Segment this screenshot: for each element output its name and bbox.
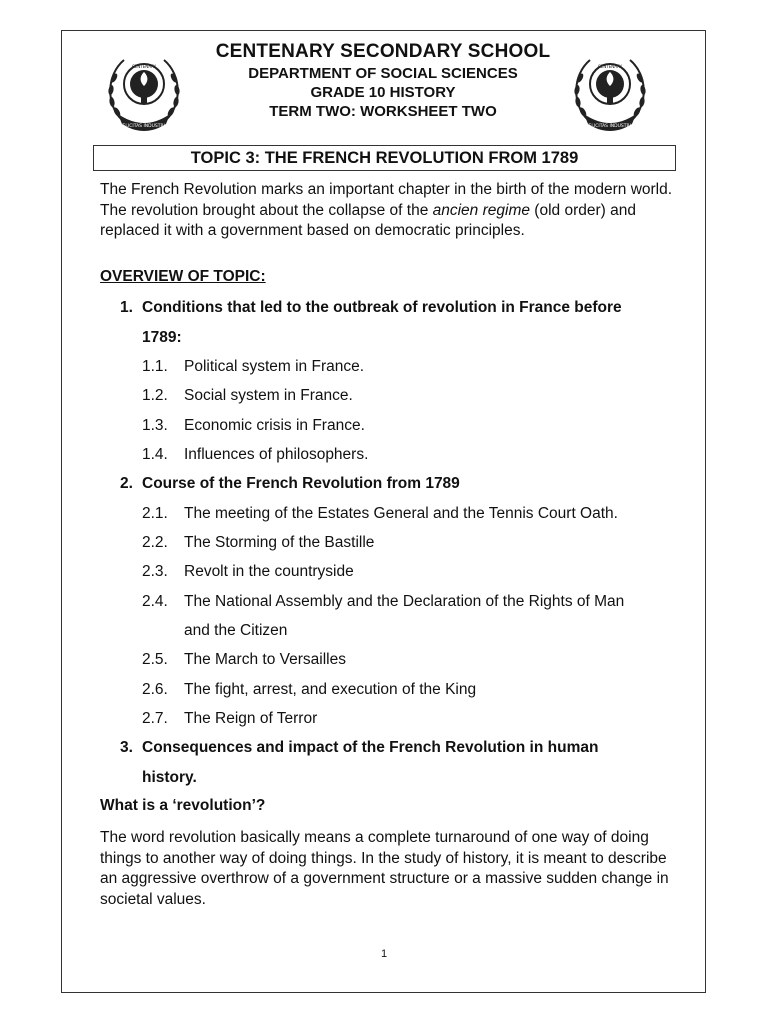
intro-text-start: The French Revolution marks an important chapter in the birth of the modern world. The revolution brought about the collapse of the [100, 181, 673, 219]
intro-text-end: (old order) and replaced it with a government based on democratic principles. [100, 201, 636, 239]
list-item-number: 2.4. [142, 593, 168, 610]
term-worksheet: TERM TWO: WORKSHEET TWO [269, 103, 497, 120]
list-item-number: 1.1. [142, 358, 168, 375]
list-item: The Storming of the Bastille [184, 534, 375, 551]
section-number: 2. [120, 475, 133, 492]
list-item: Social system in France. [184, 387, 353, 404]
list-item: Political system in France. [184, 358, 365, 375]
svg-text:CENTENARY: CENTENARY [132, 64, 156, 69]
list-item: Economic crisis in France. [184, 417, 365, 434]
list-item-number: 1.4. [142, 446, 168, 463]
list-item: The fight, arrest, and execution of the King [184, 681, 477, 698]
page-number: 1 [380, 948, 388, 960]
list-item-number: 1.2. [142, 387, 168, 404]
intro-italic-term: ancien regime [432, 201, 530, 219]
svg-text:CENTENARY: CENTENARY [598, 64, 622, 69]
list-item-number: 2.5. [142, 651, 168, 668]
section-number: 3. [120, 739, 133, 756]
list-item-number: 2.1. [142, 505, 168, 522]
revolution-definition-paragraph: The word revolution basically means a complete turnaround of one way of doing things to another way of doing things. In the study of history, it is meant to describe an aggressive overthrow of a government structure or a massive sudden change in societal values. [100, 829, 669, 908]
list-item: Influences of philosophers. [184, 446, 369, 463]
svg-text:FELICITAS INDUSTRIA: FELICITAS INDUSTRIA [585, 124, 635, 129]
list-item-number: 1.3. [142, 417, 168, 434]
list-item-number: 2.7. [142, 710, 168, 727]
list-item: The March to Versailles [184, 651, 346, 668]
list-item-number: 2.2. [142, 534, 168, 551]
document-header [150, 40, 616, 121]
revolution-question-heading: What is a ‘revolution’? [100, 797, 266, 814]
list-item-number: 2.6. [142, 681, 168, 698]
school-name: CENTENARY SECONDARY SCHOOL [215, 41, 551, 62]
svg-text:FELICITAS INDUSTRIA: FELICITAS INDUSTRIA [119, 124, 169, 129]
section-title: Conditions that led to the outbreak of revolution in France before [142, 299, 622, 316]
section-title-continued: 1789: [142, 329, 182, 346]
section-title: Consequences and impact of the French Revolution in human [142, 739, 599, 756]
overview-heading: OVERVIEW OF TOPIC: [100, 268, 266, 285]
section-title: Course of the French Revolution from 1789 [142, 475, 460, 492]
list-item: Revolt in the countryside [184, 563, 354, 580]
section-number: 1. [120, 299, 133, 316]
list-item-continued: and the Citizen [184, 622, 288, 639]
list-item: The meeting of the Estates General and the Tennis Court Oath. [184, 505, 618, 522]
list-item-number: 2.3. [142, 563, 168, 580]
grade-subject: GRADE 10 HISTORY [310, 84, 456, 101]
department-name: DEPARTMENT OF SOCIAL SCIENCES [248, 65, 518, 82]
section-title-continued: history. [142, 769, 197, 786]
list-item: The National Assembly and the Declaration of the Rights of Man [184, 593, 625, 610]
list-item: The Reign of Terror [184, 710, 318, 727]
intro-paragraph [100, 180, 680, 242]
topic-title: TOPIC 3: THE FRENCH REVOLUTION FROM 1789 [93, 145, 676, 171]
